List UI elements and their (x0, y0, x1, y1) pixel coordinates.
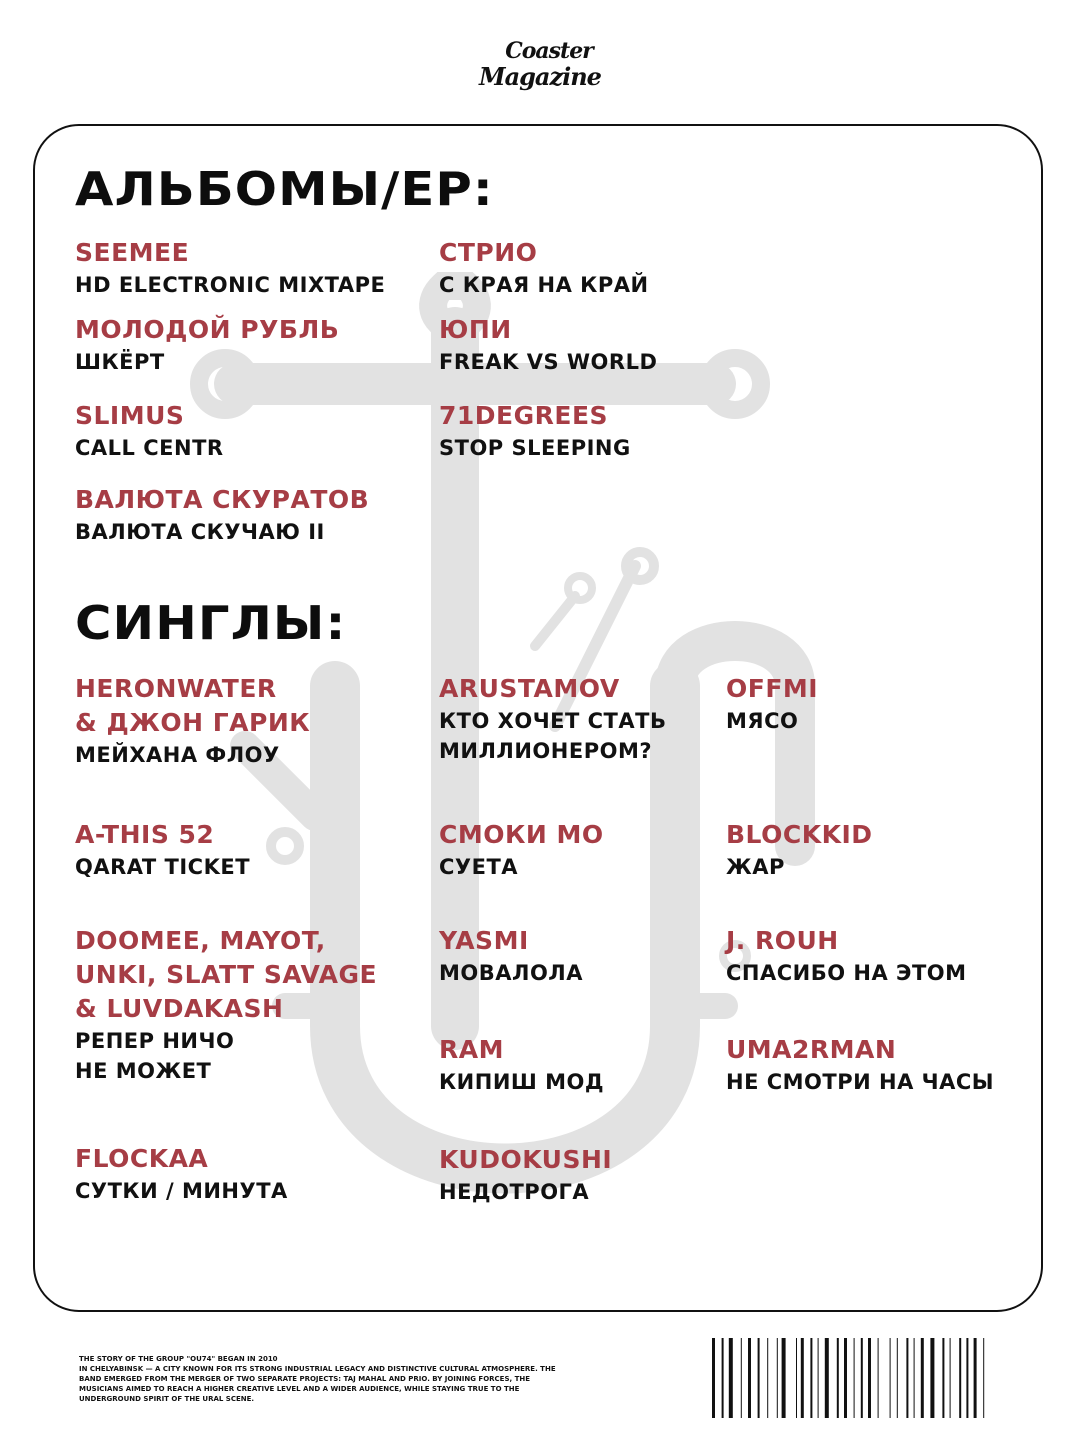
single-artist: RAM (439, 1035, 504, 1064)
single-entry (439, 672, 666, 766)
logo-line-1: Coaster (505, 38, 593, 64)
single-artist: HERONWATER (75, 674, 277, 703)
single-entry (75, 672, 310, 770)
single-artist: J. ROUH (726, 926, 839, 955)
single-artist: & LUVDAKASH (75, 994, 284, 1023)
album-entry (75, 399, 224, 463)
album-title: ШКЁРТ (75, 350, 165, 374)
single-title: МИЛЛИОНЕРОМ? (439, 739, 653, 763)
history-line: THE STORY OF THE GROUP "OU74" BEGAN IN 2010 (79, 1355, 278, 1363)
single-title: НЕДОТРОГА (439, 1180, 590, 1204)
single-title: КТО ХОЧЕТ СТАТЬ (439, 709, 667, 733)
single-title: НЕ СМОТРИ НА ЧАСЫ (726, 1070, 995, 1094)
single-title: МОВАЛОЛА (439, 961, 583, 985)
album-artist: ЮПИ (439, 315, 512, 344)
single-title: СУЕТА (439, 855, 519, 879)
release-list-card (33, 124, 1043, 1312)
single-title: НЕ МОЖЕТ (75, 1059, 212, 1083)
album-title: HD ELECTRONIC MIXTAPE (75, 273, 386, 297)
single-artist: BLOCKKID (726, 820, 873, 849)
barcode (712, 1338, 1018, 1418)
album-entry (439, 399, 631, 463)
single-entry (726, 672, 818, 736)
history-line: BAND EMERGED FROM THE MERGER OF TWO SEPARATE PROJECTS: TAJ MAHAL AND PRIO. BY JOINING FORCES, THE (79, 1375, 531, 1383)
single-entry (75, 924, 377, 1086)
singles-heading: СИНГЛЫ: (75, 596, 347, 650)
single-entry (439, 1033, 604, 1097)
single-entry (439, 818, 604, 882)
single-artist: ARUSTAMOV (439, 674, 620, 703)
album-title: ВАЛЮТА СКУЧАЮ II (75, 520, 325, 544)
single-artist: & ДЖОН ГАРИК (75, 708, 311, 737)
magazine-logo (0, 38, 1080, 90)
band-history-text (79, 1354, 579, 1404)
single-artist: СМОКИ МО (439, 820, 604, 849)
album-title: FREAK VS WORLD (439, 350, 658, 374)
album-title: CALL CENTR (75, 436, 224, 460)
single-title: QARAT TICKET (75, 855, 251, 879)
album-artist: ВАЛЮТА СКУРАТОВ (75, 485, 370, 514)
single-title: ЖАР (726, 855, 785, 879)
single-entry (726, 818, 873, 882)
single-title: КИПИШ МОД (439, 1070, 605, 1094)
album-artist: SEEMEE (75, 238, 190, 267)
single-entry (439, 924, 583, 988)
single-title: МЕЙХАНА ФЛОУ (75, 743, 280, 767)
album-title: STOP SLEEPING (439, 436, 631, 460)
album-entry (439, 236, 649, 300)
album-title: С КРАЯ НА КРАЙ (439, 273, 649, 297)
single-title: СУТКИ / МИНУТА (75, 1179, 288, 1203)
single-artist: UMA2RMAN (726, 1035, 897, 1064)
history-line: UNDERGROUND SPIRIT OF THE URAL SCENE. (79, 1395, 255, 1403)
album-artist: 71DEGREES (439, 401, 609, 430)
single-title: МЯСО (726, 709, 799, 733)
album-entry (75, 236, 385, 300)
single-entry (726, 924, 967, 988)
single-artist: KUDOKUSHI (439, 1145, 613, 1174)
single-artist: UNKI, SLATT SAVAGE (75, 960, 378, 989)
single-entry (439, 1143, 612, 1207)
album-artist: МОЛОДОЙ РУБЛЬ (75, 315, 340, 344)
single-entry (726, 1033, 994, 1097)
single-artist: FLOCKAA (75, 1144, 209, 1173)
single-artist: YASMI (439, 926, 529, 955)
history-line: IN CHELYABINSK — A CITY KNOWN FOR ITS STRONG INDUSTRIAL LEGACY AND DISTINCTIVE CULTURAL ATMOSPHERE. THE (79, 1365, 556, 1373)
single-artist: OFFMI (726, 674, 819, 703)
single-entry (75, 1142, 288, 1206)
album-entry (75, 483, 369, 547)
album-artist: SLIMUS (75, 401, 185, 430)
single-title: РЕПЕР НИЧО (75, 1029, 235, 1053)
single-artist: A-THIS 52 (75, 820, 215, 849)
single-entry (75, 818, 250, 882)
albums-heading: АЛЬБОМЫ/EP: (75, 162, 494, 216)
single-artist: DOOMEE, MAYOT, (75, 926, 326, 955)
album-entry (439, 313, 657, 377)
album-artist: СТРИО (439, 238, 538, 267)
history-line: MUSICIANS AIMED TO REACH A HIGHER CREATIVE LEVEL AND A WIDER AUDIENCE, WHILE STAYING TRUE TO THE (79, 1385, 520, 1393)
logo-line-2: Magazine (479, 62, 601, 91)
single-title: СПАСИБО НА ЭТОМ (726, 961, 967, 985)
album-entry (75, 313, 339, 377)
